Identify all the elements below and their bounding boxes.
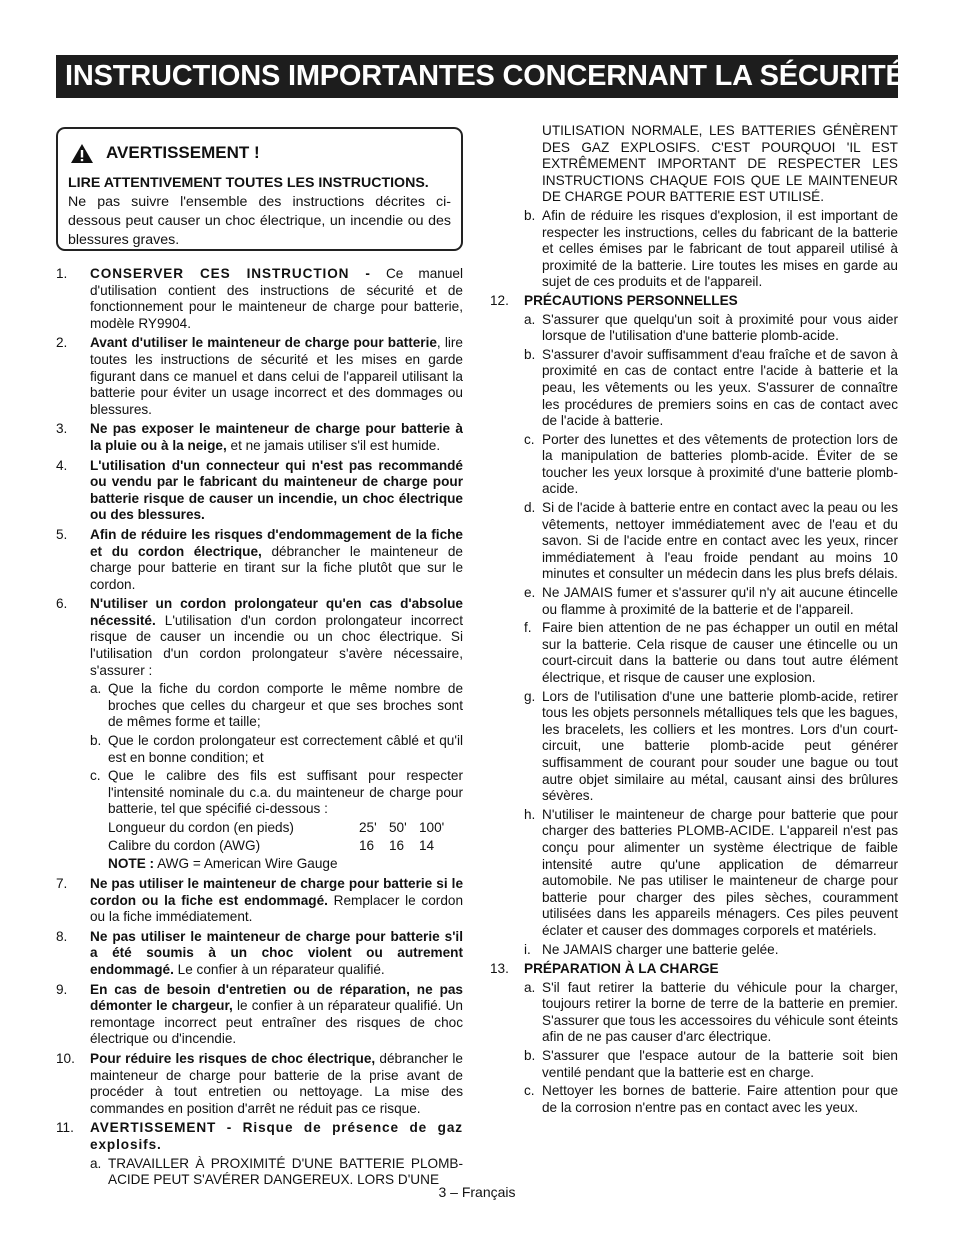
- list-item-4: 4. L'utilisation d'un connecteur qui n'est pas recommandé ou vendu par le fabricant du mainteneur de charge pour batterie risque de causer un incendie, un choc électrique ou des blessures.: [56, 457, 463, 523]
- warning-text: [68, 174, 451, 250]
- page-number: 3 – Français: [438, 1184, 516, 1200]
- page-title: INSTRUCTIONS IMPORTANTES CONCERNANT LA SÉCURITÉ: [56, 55, 898, 98]
- sub-item-12e: e. Ne JAMAIS fumer et s'assurer qu'il n'y ait aucune étincelle ou flamme à proximité de la batterie et de l'appareil.: [524, 585, 898, 617]
- list-item-1: 1. CONSERVER CES INSTRUCTION - Ce manuel d'utilisation contient des instructions de sécurité et de fonctionnement pour le mainteneur de charge pour batterie, modèle RY9904.: [56, 266, 464, 331]
- sub-item-12h: h. N'utiliser le mainteneur de charge pour batterie que pour charger des batteries PLOMB-ACIDE. L'appareil n'est pas conçu pour alimenter un système électrique de faible intensité autre qu'une application de démarreur automobile. Ne pas utiliser le mainteneur de charge pour batterie pour charger des piles sèches, couramment utilisées dans les appareils ménagers. Ces piles peuvent éclater et causer des dommages corporels et matériels.: [524, 806, 898, 938]
- table-row: Calibre du cordon (AWG) 16 16 14: [108, 838, 435, 853]
- list-item-5: 5. Afin de réduire les risques d'endommagement de la fiche et du cordon électrique, débrancher le mainteneur de charge pour batterie en tirant sur la fiche plutôt que sur le cordon.: [56, 526, 463, 592]
- sub-item-12c: c. Porter des lunettes et des vêtements de protection lors de la manipulation de batteries plomb-acide. Éviter de se toucher les yeux lorsque à proximité d'une batterie plomb-acide.: [524, 431, 898, 497]
- sub-item-11a: a. TRAVAILLER À PROXIMITÉ D'UNE BATTERIE PLOMB-ACIDE PEUT S'AVÉRER DANGEREUX. LORS D'UNE: [90, 1155, 463, 1188]
- sub-item-12g: g. Lors de l'utilisation d'une une batterie plomb-acide, retirer tous les objets personnels métalliques tels que les bagues, les bracelets, les colliers et les montres. Lors d'un court-circuit, une batterie plomb-acide peut générer suffisamment de courant pour souder une bague ou tout autre objet similaire au métal, causant ainsi des brûlures sévères.: [524, 688, 898, 804]
- sub-item-13a: a. S'il faut retirer la batterie du véhicule pour la charger, toujours retirer la borne de terre de la batterie en premier. S'assurer que tous les accessoires du véhicule sont éteints afin de ne pas causer d'arc électrique.: [524, 979, 898, 1045]
- sub-item-12b: b. S'assurer d'avoir suffisamment d'eau fraîche et de savon à proximité en cas de contact entre l'acide à batterie et la peau, les vêtements ou les yeux. S'assurer de connaître les procédures de premiers soins en cas de contact avec de l'acide à batterie.: [524, 346, 898, 429]
- list-item-2: 2. Avant d'utiliser le mainteneur de charge pour batterie, lire toutes les instructions de sécurité et les mises en garde figurant dans ce manuel et dans celui de l'appareil utilisant la batterie pour éviter un usage incorrect et des dommages ou blessures.: [56, 335, 463, 417]
- awg-note: NOTE : AWG = American Wire Gauge: [108, 856, 338, 871]
- sub-item-12d: d. Si de l'acide à batterie entre en contact avec la peau ou les vêtements, nettoyer immédiatement avec de l'eau et du savon. Si de l'acide entre en contact avec les yeux, rincer immédiatement à l'eau froide pendant au moins 10 minutes et consulter un médecin dans les plus brefs délais.: [524, 500, 898, 582]
- sub-item-6b: b. Que le cordon prolongateur est correctement câblé et qu'il est en bonne condition; et: [90, 733, 463, 765]
- sub-item-13c: c. Nettoyer les bornes de batterie. Faire attention pour que de la corrosion n'entre pas en contact avec les yeux.: [524, 1083, 898, 1115]
- list-item-11: 11. AVERTISSEMENT - Risque de présence de gaz explosifs. a. TRAVAILLER À PROXIMITÉ D'UNE BATTERIE PLOMB-ACIDE PEUT S'AVÉRER DANGEREUX. LORS D'UNE: [56, 1120, 463, 1188]
- list-item-10: 10. Pour réduire les risques de choc électrique, débrancher le mainteneur de charge pour batterie de la prise avant de procéder à tout entretien ou nettoyage. La mise des commandes en position d'arrêt ne réduit pas ce risque.: [56, 1050, 463, 1116]
- list-item-9: 9. En cas de besoin d'entretien ou de réparation, ne pas démonter le chargeur, le confier à un réparateur qualifié. Un remontage incorrect peut entraîner des risques de choc électrique ou d'incendie.: [56, 981, 463, 1047]
- list-item-6: 6. N'utiliser un cordon prolongateur qu'en cas d'absolue nécessité. L'utilisation d'un cordon prolongateur incorrect risque de causer un incendie ou un choc électrique. Si l'utilisation d'un cordon prolongateur s'avère nécessaire, s'assurer : a. Que la fiche du cordon comporte le même nombre de broches que celles du chargeur et que ses broches sont de mêmes forme et taille; b. Que le cordon prolongateur est correctement câblé et qu'il est en bonne condition; et c. Que le calibre des fils est suffisant pour respecter l'intensité nominale du c.a. du mainteneur de charge pour batterie, tel que spécifié ci-dessous : Longueur du cordon (en pieds) 25' 50' 100' Calibre du cordon (AWG) 16 16 14 NOTE : AWG = American Wire Gauge: [56, 596, 463, 871]
- warning-title: AVERTISSEMENT !: [106, 143, 260, 162]
- warning-description: Ne pas suivre l'ensemble des instructions décrites ci-dessous peut causer un choc électrique, un incendie ou des blessures graves.: [68, 194, 451, 248]
- list-item-12: 12. PRÉCAUTIONS PERSONNELLES a. S'assurer que quelqu'un soit à proximité pour vous aider lorsque de l'utilisation d'une batterie plomb-acide. b. S'assurer d'avoir suffisamment d'eau fraîche et de savon à proximité en cas de contact entre l'acide à batterie et la peau, les vêtements ou les yeux. S'assurer de connaître les procédures de premiers soins en cas de contact avec de l'acide à batterie. c. Porter des lunettes et des vêtements de protection lors de la manipulation de batteries plomb-acide. Éviter de se toucher les yeux lorsque à proximité d'une batterie plomb-acide. d. Si de l'acide à batterie entre en contact avec la peau ou les vêtements, nettoyer immédiatement avec de l'eau et du savon. Si de l'acide entre en contact avec les yeux, rincer immédiatement à l'eau froide pendant au moins 10 minutes et consulter un médecin dans les plus brefs délais. e. Ne JAMAIS fumer et s'assurer qu'il n'y ait aucune étincelle ou flamme à proximité de la batterie et de l'appareil. f. Faire bien attention de ne pas échapper un outil en métal sur la batterie. Cela risque de causer une étincelle ou un court-circuit dans la batterie ou dans tout autre élément électrique, et risque de causer une explosion. g. Lors de l'utilisation d'une une batterie plomb-acide, retirer tous les objets personnels métalliques tels que les bagues, les bracelets, les colliers et les montres. Lors d'un court-circuit, une batterie plomb-acide peut générer suffisamment de courant pour souder une bague ou tout autre objet similaire au métal, causant ainsi des brûlures sévères. h. N'utiliser le mainteneur de charge pour batterie que pour charger des batteries PLOMB-ACIDE. L'appareil n'est pas conçu pour alimenter un système électrique de faible intensité autre qu'une application de démarreur automobile. Ne pas utiliser le mainteneur de charge pour batterie pour charger des piles sèches, couramment utilisées dans les appareils ménagers. Ces piles peuvent éclater et causer des dommages corporels et matériels. i. Ne JAMAIS charger une batterie gelée.: [490, 292, 898, 957]
- table-row: Longueur du cordon (en pieds) 25' 50' 100': [108, 820, 445, 835]
- sub-item-6a: a. Que la fiche du cordon comporte le même nombre de broches que celles du chargeur et que ses broches sont de mêmes forme et taille;: [90, 681, 463, 730]
- cord-gauge-table: [108, 819, 444, 855]
- warning-box: [56, 127, 463, 251]
- sub-item-12i: i. Ne JAMAIS charger une batterie gelée.: [524, 941, 779, 957]
- list-item-7: 7. Ne pas utiliser le mainteneur de charge pour batterie si le cordon ou la fiche est endommagé. Remplacer le cordon ou la fiche immédiatement.: [56, 876, 463, 925]
- warning-triangle-icon: [70, 143, 94, 164]
- list-item-8: 8. Ne pas utiliser le mainteneur de charge pour batterie s'il a été soumis à un choc violent ou autrement endommagé. Le confier à un réparateur qualifié.: [56, 928, 463, 977]
- list-item-3: 3. Ne pas exposer le mainteneur de charge pour batterie à la pluie ou à la neige, et ne jamais utiliser s'il est humide.: [56, 421, 463, 453]
- left-column: [56, 266, 463, 1192]
- list-item-13: 13. PRÉPARATION À LA CHARGE a. S'il faut retirer la batterie du véhicule pour la charger, toujours retirer la borne de terre de la batterie en premier. S'assurer que tous les accessoires du véhicule sont éteints afin de ne pas causer d'arc électrique. b. S'assurer que l'espace autour de la batterie soit bien ventilé pendant que la batterie est en charge. c. Nettoyer les bornes de batterie. Faire attention pour que de la corrosion n'entre pas en contact avec les yeux.: [490, 961, 898, 1115]
- sub-item-6c: c. Que le calibre des fils est suffisant pour respecter l'intensité nominale du c.a. du mainteneur de charge pour batterie, tel que spécifié ci-dessous : Longueur du cordon (en pieds) 25' 50' 100' Calibre du cordon (AWG) 16 16 14 NOTE : AWG = American Wire Gauge: [90, 768, 463, 871]
- sub-item-11a-continued: UTILISATION NORMALE, LES BATTERIES GÉNÈRENT DES GAZ EXPLOSIFS. C'EST POURQUOI 'IL EST EXTRÊMEMENT IMPORTANT DE RESPECTER LES INSTRUCTIONS CHAQUE FOIS QUE LE MAINTENEUR DE CHARGE POUR BATTERIE EST UTILISÉ.: [542, 123, 898, 205]
- warning-header: [68, 140, 451, 166]
- sub-item-12f: f. Faire bien attention de ne pas échapper un outil en métal sur la batterie. Cela risque de causer une étincelle ou un court-circuit dans la batterie ou dans tout autre élément électrique, et risque de causer une explosion.: [524, 620, 898, 685]
- sub-item-12a: a. S'assurer que quelqu'un soit à proximité pour vous aider lorsque de l'utilisation d'une batterie plomb-acide.: [524, 311, 898, 344]
- sub-item-13b: b. S'assurer que l'espace autour de la batterie soit bien ventilé pendant que la batterie est en charge.: [524, 1048, 898, 1080]
- sub-item-11b: b. Afin de réduire les risques d'explosion, il est important de respecter les instructions, celles du fabricant de la batterie et celles émises par le fabricant de tout appareil utilisé à proximité de la batterie. Lire toutes les mises en garde au sujet de ces produits et de l'appareil.: [524, 207, 898, 290]
- warning-bold-line: LIRE ATTENTIVEMENT TOUTES LES INSTRUCTIONS.: [68, 175, 429, 191]
- right-column: [490, 123, 898, 1119]
